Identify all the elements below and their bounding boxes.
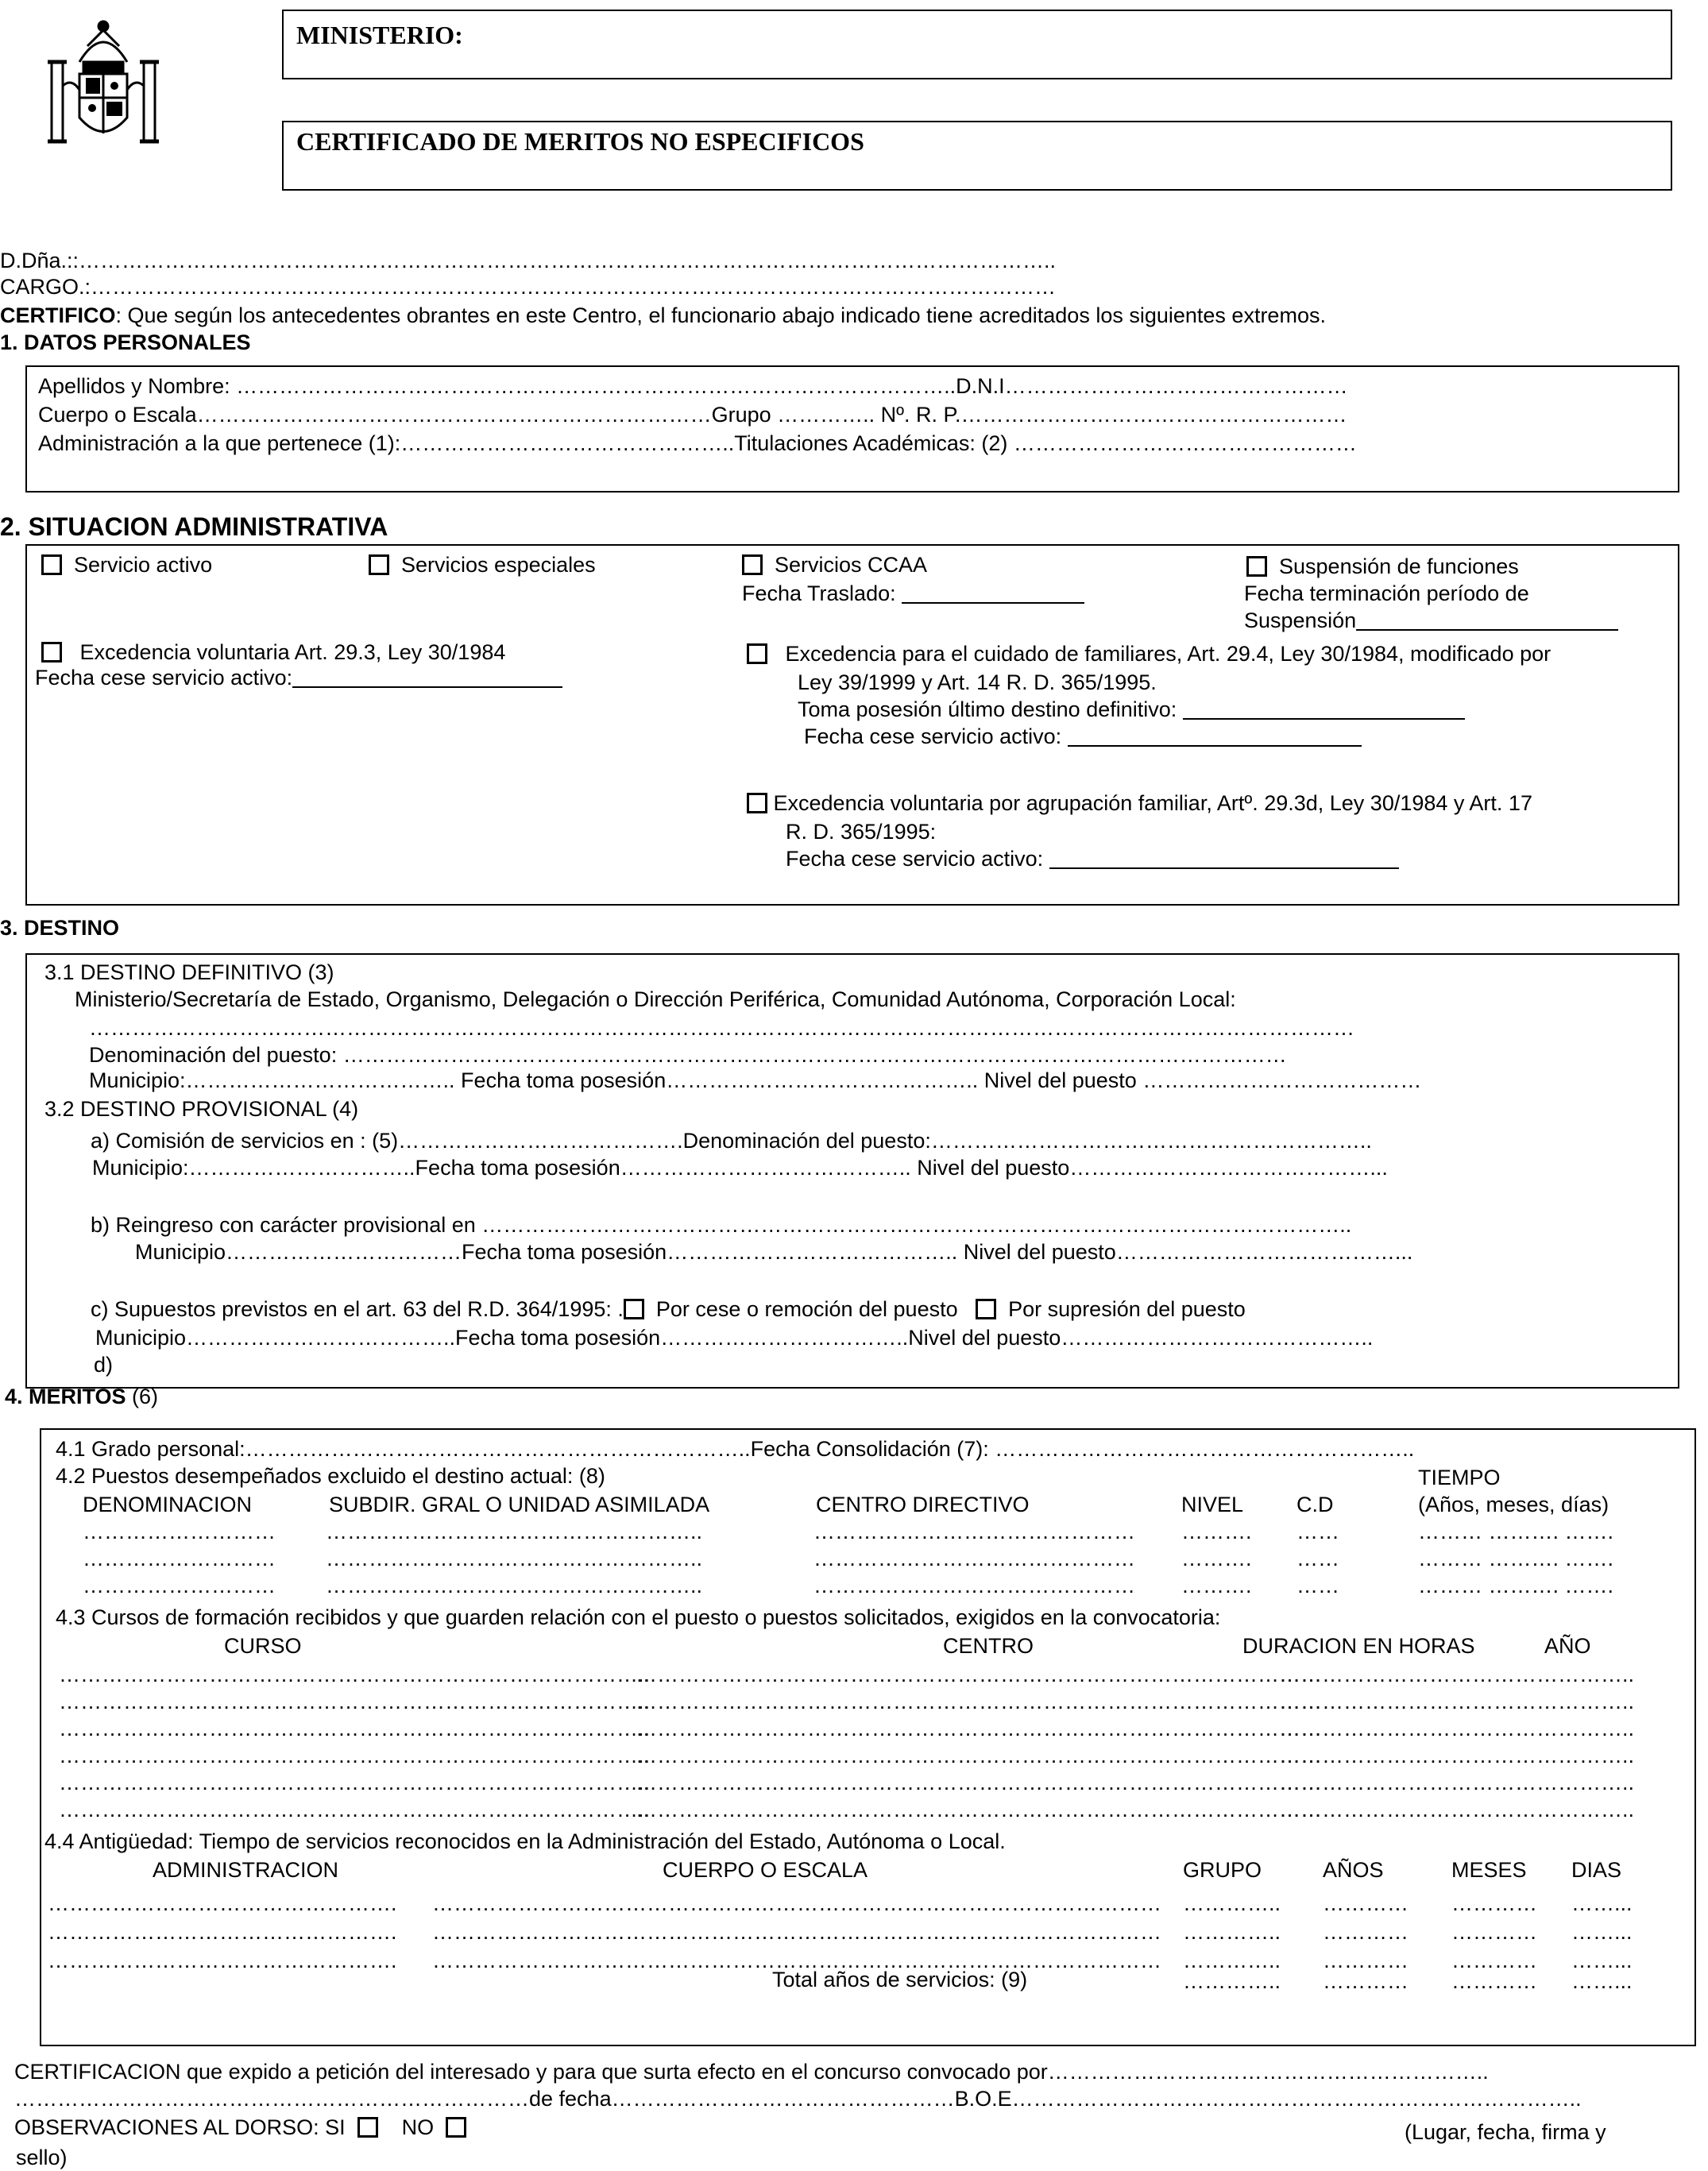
puestos-cell[interactable]: …………………………………………….. (326, 1520, 703, 1543)
excedencia-agrupacion-checkbox[interactable] (747, 793, 767, 813)
fecha-cese-3-field[interactable] (1049, 867, 1399, 869)
curso-cell[interactable]: ……………….. (1494, 1744, 1635, 1767)
servicios-especiales-label: Servicios especiales (401, 553, 596, 577)
servicios-ccaa-checkbox[interactable] (742, 554, 763, 575)
ano-header: AÑO (1544, 1634, 1591, 1658)
centro-directivo-header: CENTRO DIRECTIVO (816, 1493, 1030, 1516)
suspension-checkbox[interactable] (1246, 556, 1267, 577)
fecha-cese-1-field[interactable] (292, 686, 562, 688)
antiguedad-cell[interactable]: ………… (1323, 1949, 1409, 1972)
datos-personales-box (25, 365, 1679, 493)
supresion-label: Por supresión del puesto (1008, 1297, 1246, 1321)
dias-header: DIAS (1571, 1858, 1622, 1882)
puestos-cell[interactable]: …… (1296, 1547, 1339, 1570)
meses-header: MESES (1451, 1858, 1527, 1882)
cuerpo-escala-header: CUERPO O ESCALA (663, 1858, 868, 1882)
curso-cell[interactable]: ……………………………………………………………………….. (59, 1798, 651, 1821)
servicios-especiales-option[interactable] (369, 552, 596, 578)
excedencia-cuidado-checkbox[interactable] (747, 643, 767, 664)
antiguedad-cell[interactable]: ………… (1451, 1949, 1537, 1972)
destino-box (25, 953, 1679, 1389)
antiguedad-cell[interactable]: ………… (1451, 1920, 1537, 1944)
puestos-cell[interactable]: …… (1296, 1520, 1339, 1543)
ddna-line[interactable]: D.Dña.::……………………………………………………………………………………………………………………….. (0, 249, 1057, 272)
fecha-cese-1-label: Fecha cese servicio activo: (35, 666, 293, 690)
puestos-cell[interactable]: …………………………………………….. (326, 1574, 703, 1597)
curso-cell[interactable]: ………………………… (1279, 1744, 1494, 1767)
antiguedad-heading: 4.4 Antigüedad: Tiempo de servicios reconocidos en la Administración del Estado, Autónoma o Local. (44, 1829, 1006, 1853)
comision-servicios-line[interactable]: a) Comisión de servicios en : (5)………………………………….Denominación del puesto:…………………………………………………….. (91, 1129, 1372, 1153)
curso-cell[interactable]: ……………………………………………………………………….. (59, 1690, 651, 1713)
cd-header: C.D (1296, 1493, 1334, 1516)
certifico-line (0, 303, 1326, 328)
puestos-cell[interactable]: …… (1296, 1574, 1339, 1597)
puestos-cell[interactable]: ………. (1181, 1547, 1252, 1570)
curso-cell[interactable]: ………………………… (1279, 1690, 1494, 1713)
puestos-cell[interactable]: ……… ………. ……. (1418, 1547, 1614, 1570)
curso-header: CURSO (224, 1634, 302, 1658)
excedencia-voluntaria-checkbox[interactable] (41, 642, 62, 663)
toma-posesion[interactable] (798, 697, 1465, 722)
lugar-fecha-firma-label: (Lugar, fecha, firma y (1405, 2120, 1606, 2144)
destino-definitivo-denominacion[interactable]: Denominación del puesto: …………………………………………………………………………………………………………………… (89, 1043, 1287, 1067)
antiguedad-cell[interactable]: ………….. (1183, 1891, 1281, 1915)
certifico-text: : Que según los antecedentes obrantes en este Centro, el funcionario abajo indicado tiene acreditados los siguientes extremos. (115, 303, 1326, 327)
certificacion-line-1[interactable]: CERTIFICACION que expido a petición del interesado y para que surta efecto en el concurso convocado por…………………………………………………….. (14, 2060, 1489, 2084)
curso-cell[interactable]: ……………….. (1494, 1717, 1635, 1740)
meritos-box (40, 1428, 1696, 2046)
servicio-activo-label: Servicio activo (74, 553, 213, 577)
observaciones-no-label: NO (401, 2115, 435, 2139)
antiguedad-cell[interactable]: …………………………………………. (48, 1949, 397, 1972)
curso-cell[interactable]: ……………….. (1494, 1771, 1635, 1794)
fecha-cese-2-label: Fecha cese servicio activo: (804, 724, 1062, 748)
cese-remocion-label: Por cese o remoción del puesto (655, 1297, 958, 1321)
puestos-cell[interactable]: …………………………………………….. (326, 1547, 703, 1570)
fecha-traslado-field[interactable] (902, 602, 1084, 604)
curso-cell[interactable]: ……………………………………………………………………….. (59, 1663, 651, 1686)
curso-cell[interactable]: ……………………………………………………………………….. (59, 1717, 651, 1740)
fecha-cese-1[interactable] (35, 665, 562, 690)
total-cell[interactable]: ………… (1451, 1969, 1537, 1993)
suspension2-label: Suspensión (1244, 608, 1357, 632)
curso-cell[interactable]: ………………………… (1279, 1771, 1494, 1794)
excedencia-voluntaria-option[interactable] (41, 639, 505, 665)
fecha-cese-3[interactable] (786, 846, 1399, 871)
coat-of-arms-emblem (40, 14, 167, 149)
curso-cell[interactable]: ……………………………………………………………………….. (59, 1744, 651, 1767)
excedencia-cuidado-label: Excedencia para el cuidado de familiares, Art. 29.4, Ley 30/1984, modificado por (785, 642, 1551, 666)
puestos-cell[interactable]: ………. (1181, 1574, 1252, 1597)
puestos-cell[interactable]: ……………………… (83, 1520, 276, 1543)
cese-remocion-checkbox[interactable] (624, 1299, 644, 1319)
servicios-ccaa-label: Servicios CCAA (775, 553, 928, 577)
antiguedad-cell[interactable]: ………………………………………………………………………………………… (432, 1920, 1161, 1944)
antiguedad-cell[interactable]: ………………………………………………………………………………………… (432, 1891, 1161, 1915)
subdireccion-header: SUBDIR. GRAL O UNIDAD ASIMILADA (329, 1493, 710, 1516)
destino-definitivo-dots[interactable]: …………………………………………………………………………………………………………………………………………………………… (89, 1016, 1354, 1040)
certifico-label: CERTIFICO (0, 303, 116, 327)
titulo-box (282, 121, 1672, 191)
puestos-cell[interactable]: ……………………………………… (813, 1574, 1135, 1597)
nivel-header: NIVEL (1181, 1493, 1244, 1516)
curso-cell[interactable]: ……………………………………………………………………….. (59, 1771, 651, 1794)
excedencia-voluntaria-label: Excedencia voluntaria Art. 29.3, Ley 30/1984 (79, 640, 506, 664)
grado-personal-line[interactable]: 4.1 Grado personal:……………………………………………………………..Fecha Consolidación (7): ………………………………………………….. (56, 1437, 1415, 1461)
excedencia-agrupacion-label-2: R. D. 365/1995: (786, 820, 937, 844)
section-4-heading-note: (6) (126, 1385, 159, 1408)
fecha-cese-3-label: Fecha cese servicio activo: (786, 847, 1044, 871)
situacion-box (25, 544, 1679, 906)
puestos-cell[interactable]: ………. (1181, 1520, 1252, 1543)
servicio-activo-checkbox[interactable] (41, 554, 62, 575)
antiguedad-cell[interactable]: ……... (1571, 1891, 1633, 1915)
supuestos-label: c) Supuestos previstos en el art. 63 del R.D. 364/1995: . (91, 1297, 624, 1321)
antiguedad-cell[interactable]: ………………………………………………………………………………………… (432, 1949, 1161, 1972)
ministerio-label: MINISTERIO: (296, 21, 463, 49)
reingreso-line[interactable]: b) Reingreso con carácter provisional en ………………………………………………………………………………………………………….. (91, 1213, 1352, 1237)
administracion-line[interactable]: Administración a la que pertenece (1):………………………………………..Titulaciones Académicas: (2) ………………………………………… (38, 431, 1357, 455)
curso-cell[interactable]: …………………………………………………………………………………… (636, 1690, 1322, 1713)
tiempo-heading: TIEMPO (1418, 1466, 1501, 1489)
excedencia-cuidado-option[interactable] (747, 641, 1551, 666)
centro-header: CENTRO (943, 1634, 1034, 1658)
anos-header: AÑOS (1323, 1858, 1384, 1882)
toma-posesion-label: Toma posesión último destino definitivo: (798, 697, 1177, 721)
destino-provisional-heading: 3.2 DESTINO PROVISIONAL (4) (44, 1097, 359, 1121)
curso-cell[interactable]: …………………………………………………………………………………… (636, 1744, 1322, 1767)
curso-cell[interactable]: ……………….. (1494, 1798, 1635, 1821)
item-d-label: d) (94, 1353, 114, 1377)
cuerpo-line[interactable]: Cuerpo o Escala………………………………………………………………Grupo ………….. Nº. R. P.……………………………………………… (38, 403, 1347, 427)
antiguedad-cell[interactable]: …………………………………………. (48, 1891, 397, 1915)
section-4-heading-label: 4. MERITOS (5, 1385, 126, 1408)
comision-municipio-line[interactable]: Municipio:…………………………..Fecha toma posesión………………………………….. Nivel del puesto……………………………………... (92, 1156, 1388, 1180)
curso-cell[interactable]: …………………………………………………………………………………… (636, 1771, 1322, 1794)
section-2-heading: 2. SITUACION ADMINISTRATIVA (0, 512, 388, 541)
fecha-cese-2[interactable] (804, 724, 1362, 749)
supresion-checkbox[interactable] (976, 1299, 996, 1319)
destino-definitivo-heading: 3.1 DESTINO DEFINITIVO (3) (44, 960, 334, 984)
suspension-label: Suspensión de funciones (1279, 554, 1519, 578)
reingreso-municipio-line[interactable]: Municipio……………………………Fecha toma posesión………………………………….. Nivel del puesto…………………………………... (135, 1240, 1413, 1264)
toma-posesion-field[interactable] (1183, 718, 1465, 720)
document-title: CERTIFICADO DE MERITOS NO ESPECIFICOS (296, 127, 864, 156)
sello-label: sello) (16, 2146, 68, 2169)
supuestos-municipio-line[interactable]: Municipio………………………………..Fecha toma posesión……………………………..Nivel del puesto…………………………………….. (95, 1326, 1374, 1350)
suspension-fecha[interactable] (1244, 608, 1618, 633)
cargo-line[interactable]: CARGO.:……………………………………………………………………………………………………………………… (0, 275, 1057, 299)
suspension-option[interactable] (1246, 554, 1519, 579)
anos-meses-dias-header: (Años, meses, días) (1418, 1493, 1609, 1516)
duracion-header: DURACION EN HORAS (1242, 1634, 1475, 1658)
excedencia-agrupacion-option[interactable] (747, 790, 1532, 816)
suspension-fecha-field[interactable] (1356, 629, 1618, 631)
puestos-cell[interactable]: ……………………… (83, 1547, 276, 1570)
curso-cell[interactable]: ……………….. (1494, 1690, 1635, 1713)
puestos-cell[interactable]: ……… ………. ……. (1418, 1574, 1614, 1597)
curso-cell[interactable]: …………………………………………………………………………………… (636, 1663, 1322, 1686)
denominacion-header: DENOMINACION (83, 1493, 253, 1516)
antiguedad-cell[interactable]: …………………………………………. (48, 1920, 397, 1944)
excedencia-cuidado-label-2: Ley 39/1999 y Art. 14 R. D. 365/1995. (798, 670, 1157, 694)
certificacion-line-2[interactable]: ………………………………………………………………de fecha…………………………………………B.O.E…………………………………………………………………….. (14, 2087, 1582, 2111)
excedencia-agrupacion-label: Excedencia voluntaria por agrupación familiar, Artº. 29.3d, Ley 30/1984 y Art. 17 (773, 791, 1532, 815)
observaciones-no-checkbox[interactable] (446, 2117, 466, 2138)
puestos-heading: 4.2 Puestos desempeñados excluido el destino actual: (8) (56, 1464, 605, 1488)
servicios-especiales-checkbox[interactable] (369, 554, 389, 575)
total-cell[interactable]: ………… (1323, 1969, 1409, 1993)
curso-cell[interactable]: ………………………… (1279, 1717, 1494, 1740)
fecha-traslado[interactable] (742, 581, 1084, 606)
cursos-heading: 4.3 Cursos de formación recibidos y que guarden relación con el puesto o puestos solicitados, exigidos en la convocatoria: (56, 1605, 1221, 1629)
fecha-terminacion-label: Fecha terminación período de (1244, 581, 1529, 605)
puestos-cell[interactable]: ……………………… (83, 1574, 276, 1597)
total-anos-label: Total años de servicios: (9) (772, 1968, 1028, 1991)
antiguedad-cell[interactable]: ………….. (1183, 1920, 1281, 1944)
section-1-heading: 1. DATOS PERSONALES (0, 330, 251, 354)
grupo-header: GRUPO (1183, 1858, 1262, 1882)
antiguedad-cell[interactable]: ………… (1451, 1891, 1537, 1915)
antiguedad-cell[interactable]: ……... (1571, 1920, 1633, 1944)
curso-cell[interactable]: …………………………………………………………………………………… (636, 1798, 1322, 1821)
antiguedad-cell[interactable]: ……... (1571, 1949, 1633, 1972)
section-3-heading: 3. DESTINO (0, 916, 120, 940)
puestos-cell[interactable]: ……………………………………… (813, 1547, 1135, 1570)
total-cell[interactable]: ……... (1571, 1969, 1633, 1993)
curso-cell[interactable]: …………………………………………………………………………………… (636, 1717, 1322, 1740)
antiguedad-cell[interactable]: ………… (1323, 1920, 1409, 1944)
curso-cell[interactable]: ………………………… (1279, 1798, 1494, 1821)
supuestos-line (91, 1296, 1246, 1322)
curso-cell[interactable]: ……………….. (1494, 1663, 1635, 1686)
observaciones-si-checkbox[interactable] (357, 2117, 378, 2138)
antiguedad-cell[interactable]: ………… (1323, 1891, 1409, 1915)
observaciones-line (14, 2115, 466, 2140)
curso-cell[interactable]: ………………………… (1279, 1663, 1494, 1686)
puestos-cell[interactable]: ……………………………………… (813, 1520, 1135, 1543)
destino-definitivo-municipio[interactable]: Municipio:……………………………….. Fecha toma posesión…………………………………….. Nivel del puesto ………………………………… (89, 1068, 1422, 1092)
puestos-cell[interactable]: ……… ………. ……. (1418, 1520, 1614, 1543)
fecha-cese-2-field[interactable] (1068, 745, 1362, 747)
total-cell[interactable]: ………….. (1183, 1969, 1281, 1993)
ministerio-box[interactable] (282, 10, 1672, 79)
section-4-heading (5, 1384, 158, 1409)
destino-definitivo-organismo: Ministerio/Secretaría de Estado, Organismo, Delegación o Dirección Periférica, Comunidad Autónoma, Corporación Local: (75, 987, 1236, 1011)
observaciones-label: OBSERVACIONES AL DORSO: SI (14, 2115, 346, 2139)
apellidos-line[interactable]: Apellidos y Nombre: ………………………………………………………………………………………..D.N.I………………………………………… (38, 374, 1348, 398)
fecha-traslado-label: Fecha Traslado: (742, 581, 896, 605)
servicios-ccaa-option[interactable] (742, 552, 927, 578)
antiguedad-cell[interactable]: ………….. (1183, 1949, 1281, 1972)
administracion-header: ADMINISTRACION (153, 1858, 339, 1882)
servicio-activo-option[interactable] (41, 552, 212, 578)
